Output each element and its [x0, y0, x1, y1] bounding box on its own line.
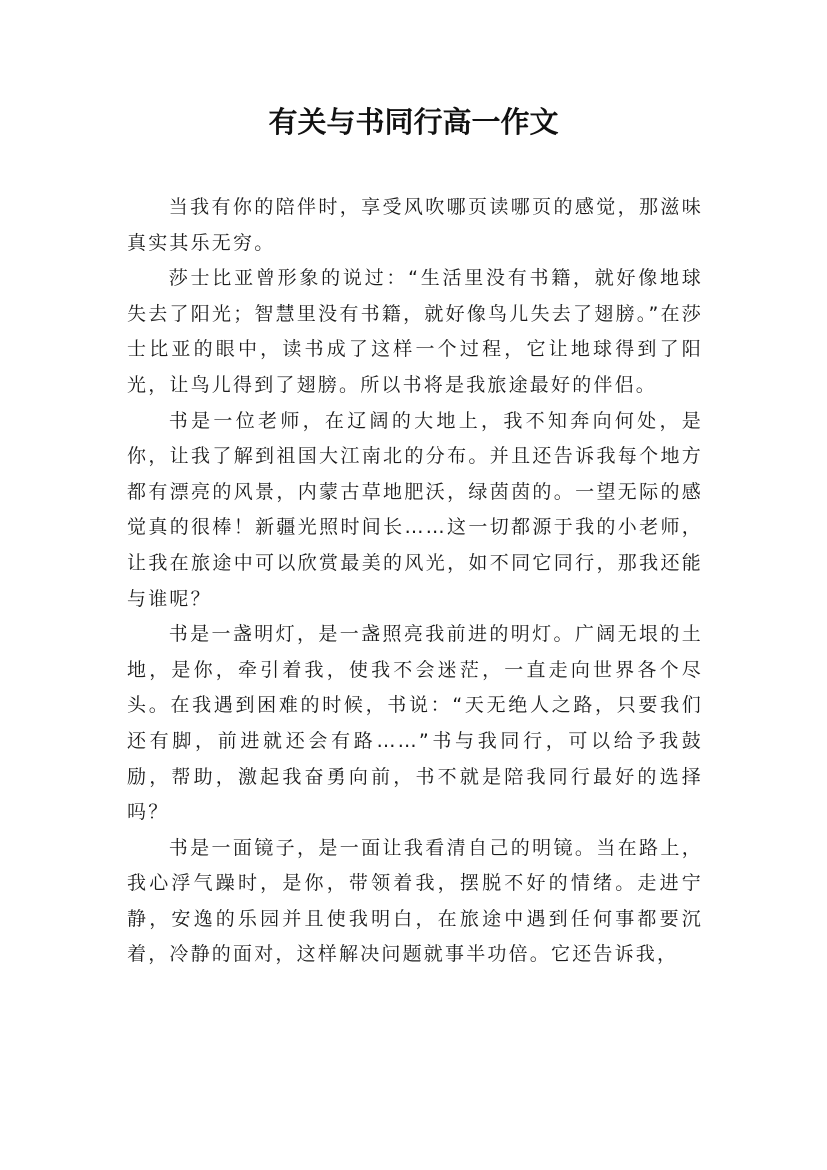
paragraph-2: 莎士比亚曾形象的说过：“生活里没有书籍，就好像地球失去了阳光；智慧里没有书籍，就好像鸟儿失去了翅膀。”在莎士比亚的眼中，读书成了这样一个过程，它让地球得到了阳光，让鸟儿得到了翅膀。所以书将是我旅途最好的伴侣。	[127, 267, 703, 396]
document-title: 有关与书同行高一作文	[268, 105, 559, 139]
document-body	[127, 190, 703, 973]
paragraph-4: 书是一盏明灯，是一盏照亮我前进的明灯。广阔无垠的土地，是你，牵引着我，使我不会迷茫，一直走向世界各个尽头。在我遇到困难的时候，书说：“天无绝人之路，只要我们还有脚，前进就还会有路……”书与我同行，可以给予我鼓励，帮助，激起我奋勇向前，书不就是陪我同行最好的选择吗？	[127, 623, 703, 824]
paragraph-3: 书是一位老师，在辽阔的大地上，我不知奔向何处，是你，让我了解到祖国大江南北的分布。并且还告诉我每个地方都有漂亮的风景，内蒙古草地肥沃，绿茵茵的。一望无际的感觉真的很棒！新疆光照时间长……这一切都源于我的小老师，让我在旅途中可以欣赏最美的风光，如不同它同行，那我还能与谁呢？	[127, 409, 703, 610]
paragraph-5: 书是一面镜子，是一面让我看清自己的明镜。当在路上，我心浮气躁时，是你，带领着我，摆脱不好的情绪。走进宁静，安逸的乐园并且使我明白，在旅途中遇到任何事都要沉着，冷静的面对，这样解决问题就事半功倍。它还告诉我，	[127, 836, 703, 966]
paragraph-1: 当我有你的陪伴时，享受风吹哪页读哪页的感觉，那滋味真实其乐无穷。	[127, 196, 703, 254]
